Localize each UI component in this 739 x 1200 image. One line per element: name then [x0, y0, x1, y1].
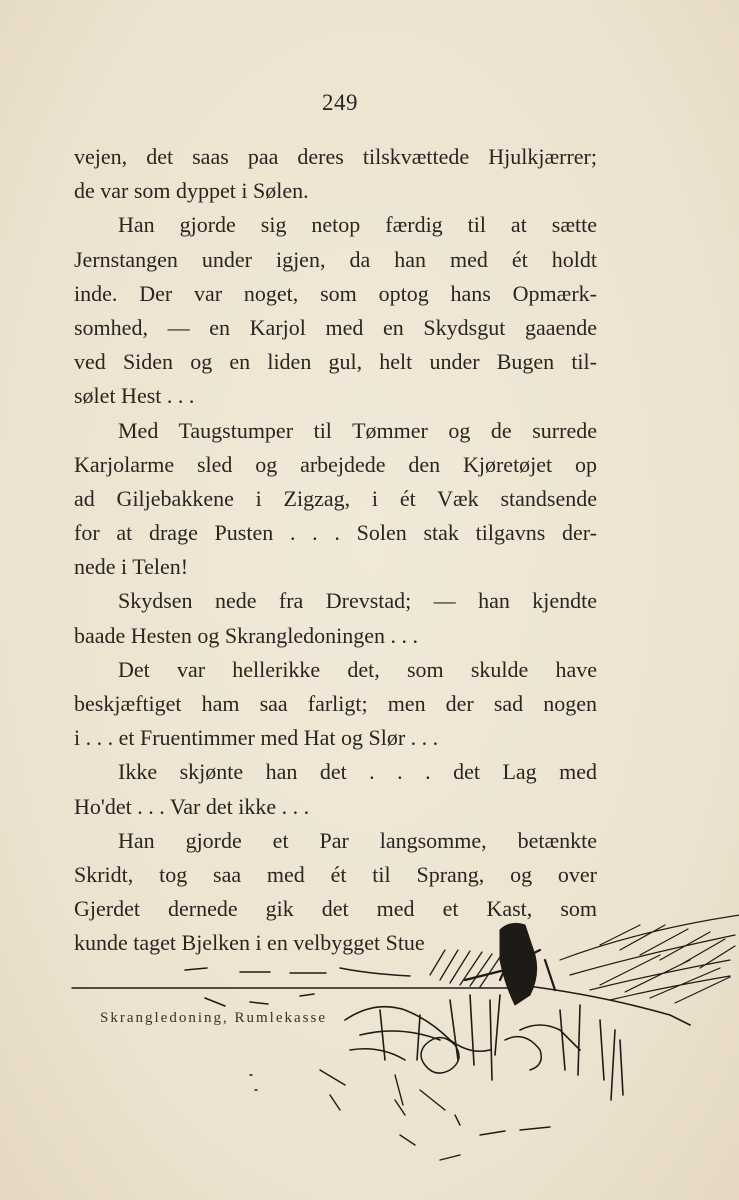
text-line: Med Taugstumper til Tømmer og de surrede	[118, 417, 597, 443]
illustration-caption: Skrangledoning, Rumlekasse	[100, 1010, 327, 1026]
text-line: de var som dyppet i Sølen.	[74, 178, 309, 204]
text-line: Karjolarme sled og arbejdede den Kjøretøjet op	[74, 451, 597, 477]
text-line: Ho'det . . . Var det ikke . . .	[74, 793, 310, 819]
text-line: Skridt, tog saa med ét til Sprang, og over	[74, 861, 597, 887]
page-number: 249	[322, 90, 358, 115]
road-marks	[185, 968, 410, 1006]
text-line: inde. Der var noget, som optog hans Opmærk-	[74, 280, 597, 306]
text-line: Han gjorde sig netop færdig til at sætte	[118, 212, 597, 238]
text-line: Han gjorde et Par langsomme, betænkte	[118, 827, 597, 853]
wheel-scribble	[421, 1037, 541, 1073]
text-line: Det var hellerikke det, som skulde have	[118, 656, 597, 682]
hill-edge	[520, 985, 690, 1025]
text-line: somhed, — en Karjol med en Skydsgut gaaende	[74, 314, 597, 340]
body-text	[74, 140, 597, 961]
text-line: Skydsen nede fra Drevstad; — han kjendte	[118, 588, 597, 614]
text-line: ved Siden og en liden gul, helt under Bugen til-	[74, 349, 597, 375]
text-line: baade Hesten og Skrangledoningen . . .	[74, 622, 418, 648]
text-line: sølet Hest . . .	[74, 383, 195, 409]
text-line: Gjerdet dernede gik det med et Kast, som	[74, 896, 597, 922]
text-line: nede i Telen!	[74, 554, 189, 580]
text-line: vejen, det saas paa deres tilskvættede Hjulkjærrer;	[74, 144, 597, 169]
text-line: Ikke skjønte han det . . . det Lag med	[118, 759, 597, 785]
text-line: Jernstangen under igjen, da han med ét holdt	[74, 246, 597, 272]
horse-cart	[345, 995, 623, 1100]
ground-strokes	[250, 1070, 550, 1160]
text-line: ad Giljebakkene i Zigzag, i ét Væk standsende	[74, 485, 597, 511]
text-line: for at drage Pusten . . . Solen stak tilgavns der-	[74, 520, 597, 546]
text-line: beskjæftiget ham saa farligt; men der sad nogen	[74, 691, 597, 716]
text-line: i . . . et Fruentimmer med Hat og Slør . . .	[74, 725, 439, 751]
text-line: kunde taget Bjelken i en velbygget Stue	[74, 930, 425, 956]
